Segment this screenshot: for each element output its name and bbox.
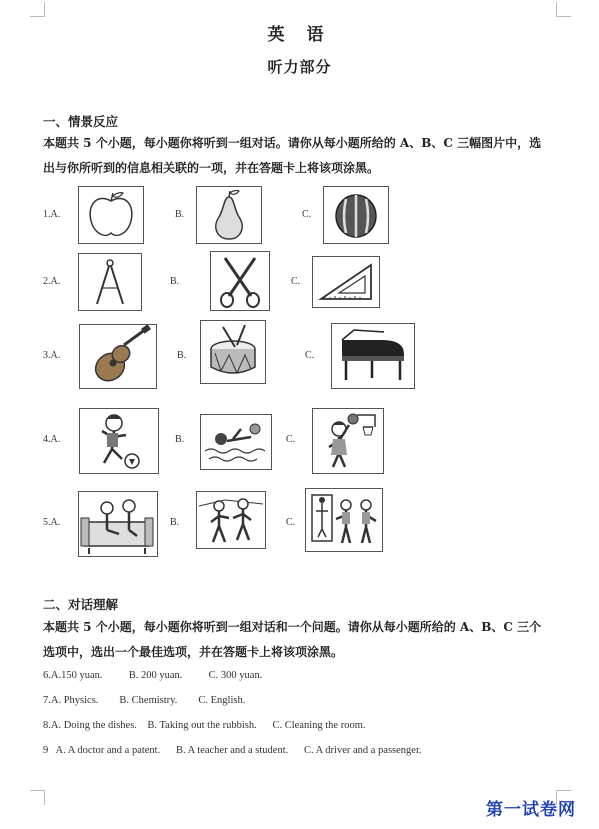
question-label: 3.A. <box>43 350 61 361</box>
option-b-label: B. <box>170 276 180 287</box>
option-c-label: C. <box>305 350 315 361</box>
question-7: 7.A. Physics. B. Chemistry. C. English. <box>43 695 246 706</box>
option-b-label: B. <box>175 209 185 220</box>
question-6: 6.A.150 yuan. B. 200 yuan. C. 300 yuan. <box>43 670 263 681</box>
boy-football-icon <box>79 408 159 474</box>
boys-sofa-icon <box>78 491 158 557</box>
boys-poster-icon <box>305 488 383 552</box>
watermark: 第一试卷网 <box>486 800 576 820</box>
pear-icon <box>196 186 262 244</box>
option-c-label: C. <box>291 276 301 287</box>
section2-heading: 二、对话理解 <box>43 597 119 612</box>
section1-instruction-2: 出与你所听到的信息相关联的一项，并在答题卡上将该项涂黑。 <box>43 161 380 175</box>
section2-instruction-1: 本题共 5 个小题，每小题你将听到一组对话和一个问题。请你从每小题所给的 A、B、C 三个 <box>43 620 542 634</box>
question-label: 5.A. <box>43 517 61 528</box>
crop-mark <box>556 2 571 17</box>
apple-icon <box>78 186 144 244</box>
question-8: 8.A. Doing the dishes. B. Taking out the rubbish. C. Cleaning the room. <box>43 720 366 731</box>
section1-instruction-1: 本题共 5 个小题，每小题你将听到一组对话。请你从每小题所给的 A、B、C 三幅图片中，选 <box>43 136 542 150</box>
option-c-label: C. <box>286 517 296 528</box>
piano-icon <box>331 323 415 389</box>
question-label: 1.A. <box>43 209 61 220</box>
drum-icon <box>200 320 266 384</box>
question-label: 4.A. <box>43 434 61 445</box>
section1-heading: 一、情景反应 <box>43 114 119 129</box>
option-c-label: C. <box>302 209 312 220</box>
page-title: 英 语 <box>267 25 332 45</box>
scissors-icon <box>210 251 270 311</box>
question-9: 9 A. A doctor and a patent. B. A teacher and a student. C. A driver and a passenger. <box>43 745 422 756</box>
crop-mark <box>30 790 45 805</box>
option-b-label: B. <box>175 434 185 445</box>
set-square-icon <box>312 256 380 308</box>
question-label: 2.A. <box>43 276 61 287</box>
watermelon-icon <box>323 186 389 244</box>
option-b-label: B. <box>177 350 187 361</box>
crop-mark <box>30 2 45 17</box>
swimming-icon <box>200 414 272 470</box>
option-c-label: C. <box>286 434 296 445</box>
page-subtitle: 听力部分 <box>267 58 332 76</box>
boys-walking-icon <box>196 491 266 549</box>
guitar-icon <box>79 324 157 389</box>
option-b-label: B. <box>170 517 180 528</box>
compass-icon <box>78 253 142 311</box>
section2-instruction-2: 选项中，选出一个最佳选项，并在答题卡上将该项涂黑。 <box>43 645 344 659</box>
girl-basketball-icon <box>312 408 384 474</box>
